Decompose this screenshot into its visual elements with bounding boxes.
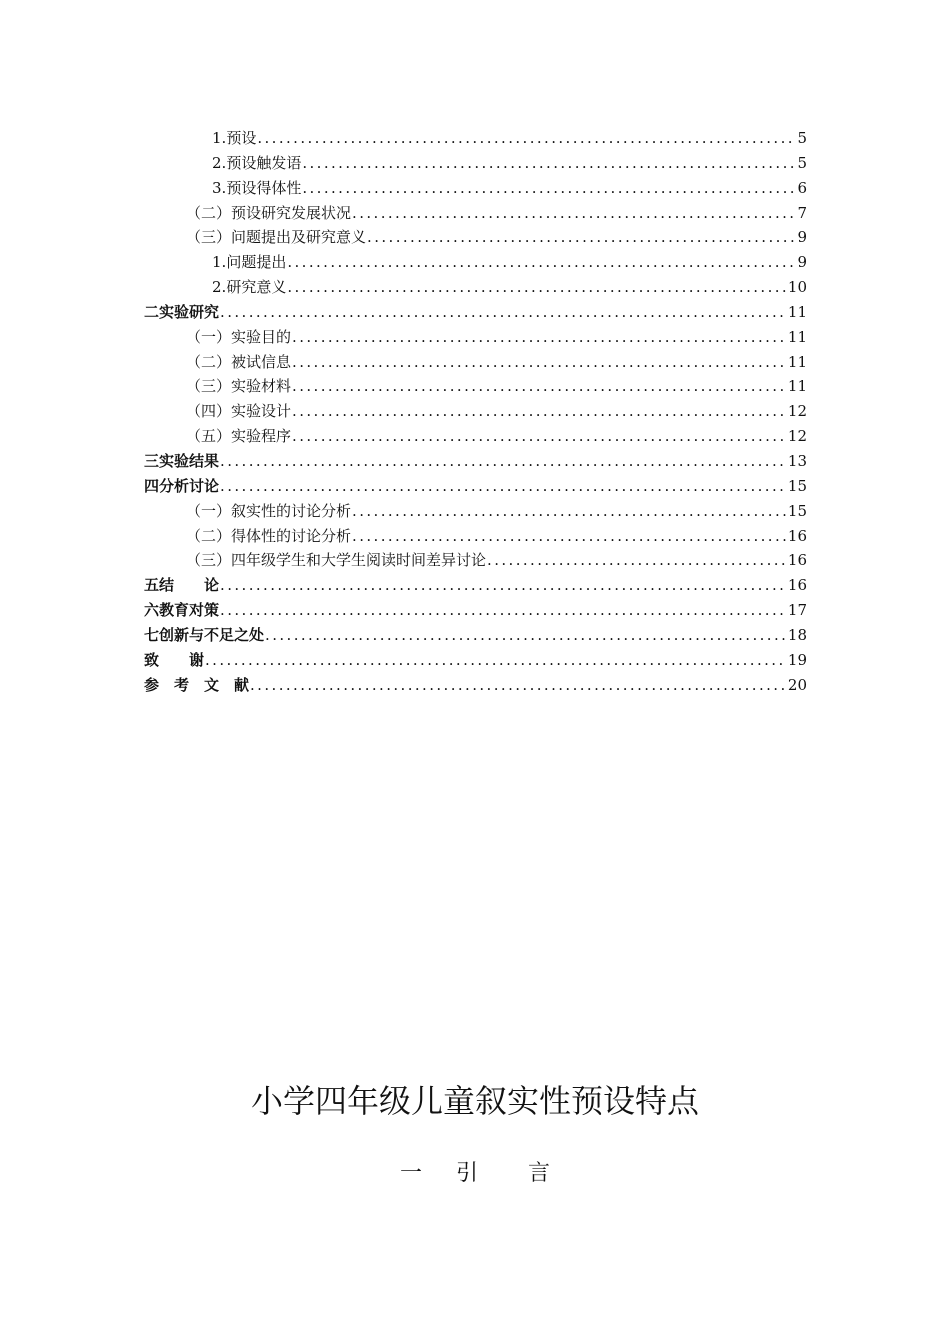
toc-entry[interactable]	[0, 250, 950, 275]
toc-entry-number: （三）	[186, 377, 232, 396]
toc-entry-title: 预设研究发展状况	[231, 203, 352, 222]
toc-entry-page: 16	[787, 526, 807, 545]
toc-dot-leader	[302, 151, 796, 176]
toc-dot-leader	[287, 275, 787, 300]
toc-entry-number: 二	[144, 302, 160, 321]
toc-entry-line	[186, 548, 807, 573]
toc-dot-leader	[250, 673, 787, 698]
toc-entry-page: 15	[787, 501, 807, 520]
toc-entry-page: 12	[787, 427, 807, 446]
toc-entry-line	[186, 399, 807, 424]
toc-entry-line	[144, 300, 807, 325]
toc-entry-line	[186, 374, 807, 399]
toc-entry[interactable]	[0, 350, 950, 375]
toc-entry-title: 分析讨论	[159, 476, 220, 495]
toc-entry[interactable]	[0, 449, 950, 474]
toc-dot-leader	[287, 250, 796, 275]
toc-entry[interactable]	[0, 623, 950, 648]
toc-dot-leader	[265, 623, 787, 648]
toc-entry[interactable]	[0, 673, 950, 698]
toc-entry-number: 七	[144, 625, 160, 644]
toc-entry-line	[144, 623, 807, 648]
toc-entry[interactable]	[0, 126, 950, 151]
toc-entry-page: 11	[787, 302, 807, 321]
toc-entry-line	[186, 499, 807, 524]
toc-entry-title: 预设	[226, 129, 257, 147]
toc-entry[interactable]	[0, 424, 950, 449]
toc-entry-title: 结 论	[159, 576, 220, 595]
toc-dot-leader	[292, 399, 787, 424]
toc-entry-line	[144, 673, 807, 698]
toc-entry-page: 9	[797, 228, 807, 247]
toc-entry-line	[212, 275, 807, 300]
toc-entry-number: （二）	[186, 352, 232, 371]
toc-entry-title: 叙实性的讨论分析	[231, 501, 352, 520]
toc-dot-leader	[352, 524, 787, 549]
toc-entry-page: 16	[787, 576, 807, 595]
toc-entry-number: （二）	[186, 203, 232, 222]
toc-dot-leader	[292, 424, 787, 449]
toc-entry-number: 1.	[212, 129, 227, 147]
table-of-contents	[0, 126, 950, 697]
toc-entry-line	[144, 648, 807, 673]
toc-entry-title: 预设得体性	[226, 178, 302, 197]
toc-entry[interactable]	[0, 300, 950, 325]
toc-entry-number: （一）	[186, 327, 232, 346]
toc-entry[interactable]	[0, 374, 950, 399]
toc-entry[interactable]	[0, 573, 950, 598]
toc-entry-title: 创新与不足之处	[159, 625, 265, 644]
section-word-2: 言	[528, 1161, 551, 1186]
toc-entry-page: 15	[787, 476, 807, 495]
toc-entry-title: 实验研究	[159, 302, 220, 321]
toc-entry[interactable]	[0, 548, 950, 573]
toc-entry-line	[212, 250, 807, 275]
toc-entry-page: 12	[787, 402, 807, 421]
toc-entry-title: 得体性的讨论分析	[231, 526, 352, 545]
toc-dot-leader	[367, 225, 796, 250]
toc-entry-number: （二）	[186, 526, 232, 545]
section-heading	[0, 1156, 950, 1187]
document-title: 小学四年级儿童叙实性预设特点	[250, 1082, 699, 1120]
toc-entry-page: 18	[787, 625, 807, 644]
toc-entry-number: （四）	[186, 402, 232, 421]
toc-entry-title: 实验设计	[231, 402, 292, 421]
toc-entry-title: 问题提出及研究意义	[231, 228, 367, 247]
toc-entry-title: 致 谢	[144, 650, 205, 669]
toc-entry-number: 2.	[212, 153, 227, 172]
toc-entry-title: 实验目的	[231, 327, 292, 346]
toc-entry-title: 实验结果	[159, 451, 220, 470]
toc-entry[interactable]	[0, 176, 950, 201]
toc-entry-page: 5	[797, 153, 807, 172]
toc-entry[interactable]	[0, 648, 950, 673]
toc-entry-number: （三）	[186, 228, 232, 247]
toc-dot-leader	[220, 300, 787, 325]
toc-entry-page: 6	[797, 178, 807, 197]
toc-entry-line	[186, 201, 807, 226]
section-number: 一	[399, 1161, 422, 1186]
toc-dot-leader	[352, 201, 796, 226]
toc-entry-page: 16	[787, 551, 807, 570]
toc-entry-number: 3.	[212, 178, 227, 197]
toc-entry-page: 9	[797, 253, 807, 272]
section-word-1: 引	[455, 1161, 478, 1186]
toc-entry[interactable]	[0, 275, 950, 300]
toc-entry-line	[144, 474, 807, 499]
toc-entry-title: 问题提出	[226, 253, 287, 272]
toc-entry-line	[144, 449, 807, 474]
toc-entry-title: 实验材料	[231, 377, 292, 396]
toc-entry-page: 5	[797, 129, 807, 147]
toc-entry-line	[186, 325, 807, 350]
toc-entry-line	[144, 598, 807, 623]
toc-entry-title: 预设触发语	[226, 153, 302, 172]
toc-dot-leader	[292, 325, 787, 350]
toc-entry-number: （五）	[186, 427, 232, 446]
toc-dot-leader	[302, 176, 796, 201]
toc-entry-line	[212, 126, 807, 151]
toc-dot-leader	[205, 648, 787, 673]
toc-entry-title: 实验程序	[231, 427, 292, 446]
toc-entry-title: 被试信息	[231, 352, 292, 371]
toc-entry-line	[186, 524, 807, 549]
toc-entry-page: 11	[787, 352, 807, 371]
toc-entry[interactable]	[0, 201, 950, 226]
toc-dot-leader	[220, 449, 787, 474]
toc-entry-line	[212, 176, 807, 201]
toc-dot-leader	[352, 499, 787, 524]
toc-entry-number: （一）	[186, 501, 232, 520]
toc-dot-leader	[220, 474, 787, 499]
toc-entry-number: 1.	[212, 253, 227, 272]
toc-entry-number: 2.	[212, 278, 227, 297]
toc-dot-leader	[220, 598, 787, 623]
toc-entry-number: （三）	[186, 551, 232, 570]
toc-entry-page: 11	[787, 377, 807, 396]
toc-entry[interactable]	[0, 524, 950, 549]
toc-entry-page: 10	[787, 278, 807, 297]
toc-entry[interactable]	[0, 598, 950, 623]
toc-dot-leader	[257, 126, 796, 151]
toc-dot-leader	[292, 374, 787, 399]
toc-entry-title: 教育对策	[159, 601, 220, 620]
toc-entry[interactable]	[0, 151, 950, 176]
toc-entry-line	[212, 151, 807, 176]
toc-entry-line	[144, 573, 807, 598]
toc-entry-page: 17	[787, 601, 807, 620]
toc-entry-title: 参 考 文 献	[144, 675, 250, 694]
toc-entry-number: 三	[144, 451, 160, 470]
toc-entry[interactable]	[0, 499, 950, 524]
toc-entry-number: 五	[144, 576, 160, 595]
toc-entry-number: 六	[144, 601, 160, 620]
toc-entry[interactable]	[0, 225, 950, 250]
toc-entry-title: 四年级学生和大学生阅读时间差异讨论	[231, 551, 487, 570]
toc-entry-page: 11	[787, 327, 807, 346]
toc-entry-page: 7	[797, 203, 807, 222]
toc-dot-leader	[292, 350, 787, 375]
toc-entry-line	[186, 225, 807, 250]
toc-entry-line	[186, 424, 807, 449]
toc-entry[interactable]	[0, 325, 950, 350]
toc-entry-page: 19	[787, 650, 807, 669]
toc-entry-title: 研究意义	[226, 278, 287, 297]
toc-entry-page: 20	[787, 675, 807, 694]
toc-entry-line	[186, 350, 807, 375]
toc-entry[interactable]	[0, 399, 950, 424]
toc-dot-leader	[487, 548, 787, 573]
toc-entry[interactable]	[0, 474, 950, 499]
toc-entry-page: 13	[787, 451, 807, 470]
toc-dot-leader	[220, 573, 787, 598]
toc-entry-number: 四	[144, 476, 160, 495]
